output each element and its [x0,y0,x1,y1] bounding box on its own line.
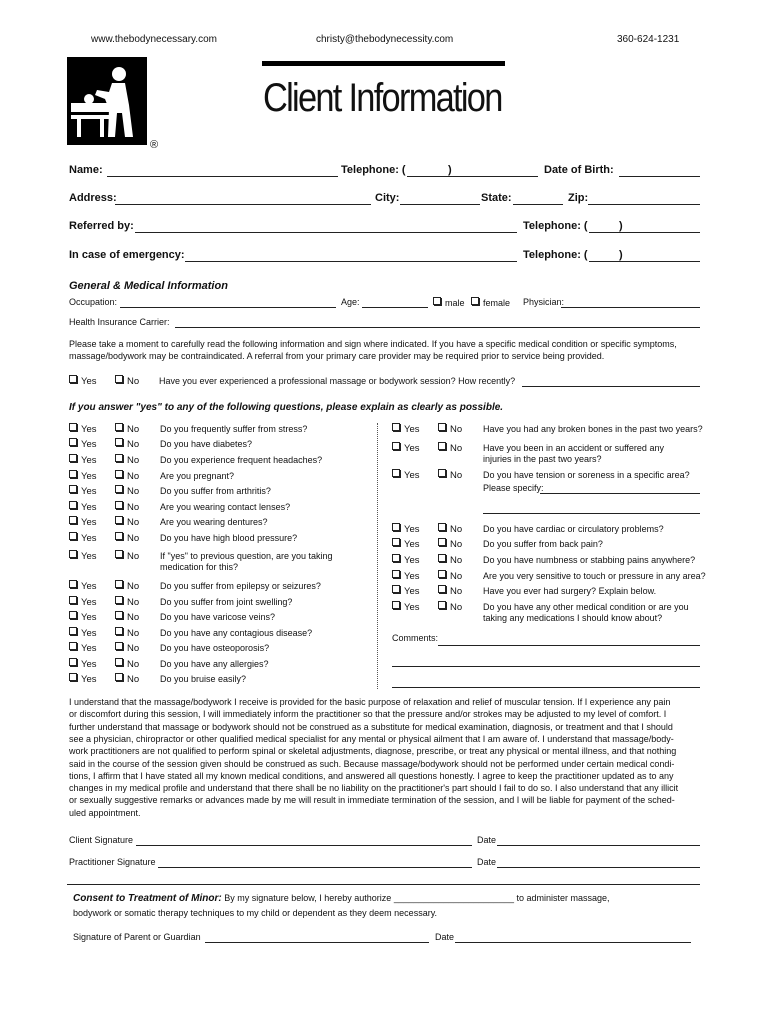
checkbox[interactable] [69,454,77,462]
yes-option[interactable]: Yes [392,442,420,454]
yes-option[interactable]: Yes [69,470,97,482]
agreement-line: I understand that the massage/bodywork I receive is provided for the basic purpose of relaxation and relief of muscular tension. If I experience any pain [69,697,671,707]
no-option[interactable]: No [115,658,139,670]
checkbox[interactable] [115,673,123,681]
checkbox[interactable] [115,532,123,540]
explain-heading: If you answer "yes" to any of the following questions, please explain as clearly as possible. [69,402,504,413]
question-text: Do you have diabetes? [160,439,253,449]
client-signature-label: Client Signature [69,835,134,845]
agreement-line: further understand that massage or bodywork should not be construed as a substitute for medical examination, diagnosis, or treatment and that I should [69,721,673,732]
agreement-line: changes in my medical profile and understand that there shall be no liability on the practitioner's part should I fail to do so. I also understand that any illicit [69,783,679,794]
yes-option[interactable]: Yes [392,538,420,550]
telephone3-paren: ) [619,249,623,261]
yes-option[interactable]: Yes [69,611,97,623]
checkbox[interactable] [438,585,446,593]
question-text: Do you have varicose veins? [160,612,276,622]
practitioner-signature-field[interactable] [158,867,472,868]
checkbox[interactable] [115,627,123,635]
referred-label: Referred by: [69,220,134,232]
general-heading: General & Medical Information [69,280,228,292]
checkbox[interactable] [69,627,77,635]
authorized-person-field[interactable]: ________________________ [393,893,514,903]
question-text: Do you have any allergies? [160,659,269,669]
checkbox[interactable] [69,673,77,681]
occupation-label: Occupation: [69,297,118,307]
yes-option[interactable]: Yes [392,523,420,535]
checkbox[interactable] [115,375,123,383]
checkbox[interactable] [69,485,77,493]
agreement-line: tions, I affirm that I have stated all my known medical conditions, and answered all questions honestly. I agree to keep the practitioner updated as to any [69,770,674,781]
yes-option[interactable]: Yes [69,580,97,592]
checkbox[interactable] [69,516,77,524]
yes-option[interactable]: Yes [392,570,420,582]
no-option[interactable]: No [115,454,139,466]
male-option[interactable]: male [433,297,465,308]
yes-option[interactable]: Yes [69,454,97,466]
parent-signature-label: Signature of Parent or Guardian [73,932,201,942]
emergency-field[interactable] [185,261,517,262]
checkbox[interactable] [69,532,77,540]
checkbox[interactable] [392,442,400,450]
checkbox[interactable] [438,570,446,578]
checkbox[interactable] [392,423,400,431]
question-text: Do you have cardiac or circulatory problems? [483,524,664,534]
question-text: Are you wearing dentures? [160,517,268,527]
checkbox[interactable] [438,538,446,546]
physician-label: Physician: [523,297,565,307]
no-option[interactable]: No [438,570,462,582]
checkbox[interactable] [392,554,400,562]
telephone-paren: ) [448,164,452,176]
checkbox[interactable] [392,601,400,609]
checkbox[interactable] [392,585,400,593]
yes-option[interactable]: Yes [392,601,420,613]
zip-field[interactable] [588,204,700,205]
consent-text: bodywork or somatic therapy techniques to my child or dependent as they deem necessary. [73,908,438,918]
name-field[interactable] [107,176,338,177]
question-text: If "yes" to previous question, are you taking [160,551,333,561]
female-checkbox[interactable] [471,297,479,305]
checkbox[interactable] [438,554,446,562]
question-text: Do you have tension or soreness in a specific area? [483,470,690,480]
address-field[interactable] [115,204,371,205]
no-option[interactable]: No [115,596,139,608]
question-text: medication for this? [160,562,239,572]
telephone-field[interactable] [407,176,538,177]
question-text: Have you had any broken bones in the past two years? [483,424,703,434]
yes-option[interactable]: Yes [69,485,97,497]
no-option[interactable]: No [115,532,139,544]
insurance-field[interactable] [175,327,700,328]
age-label: Age: [341,297,360,307]
question-text: Are you pregnant? [160,471,235,481]
checkbox[interactable] [438,601,446,609]
checkbox[interactable] [115,470,123,478]
no-option[interactable]: No [115,580,139,592]
parent-signature-field[interactable] [205,942,429,943]
telephone3-field[interactable] [589,261,700,262]
yes-option[interactable]: Yes [69,438,97,450]
checkbox[interactable] [69,470,77,478]
physician-field[interactable] [561,307,700,308]
title-bar [262,61,505,66]
date-label: Date [435,932,455,942]
yes-option[interactable]: Yes [69,673,97,685]
question-text: Do you have any other medical condition or are you [483,602,689,612]
checkbox[interactable] [69,550,77,558]
no-option[interactable]: No [438,585,462,597]
no-option[interactable]: No [115,423,139,435]
question-text: Do you have high blood pressure? [160,533,298,543]
question-text: Do you have numbness or stabbing pains anywhere? [483,555,696,565]
zip-label: Zip: [568,192,589,204]
no-option[interactable]: No [115,470,139,482]
question-text: Do you have osteoporosis? [160,643,270,653]
question-text: taking any medications I should know about? [483,613,663,623]
referred-field[interactable] [135,232,517,233]
no-option[interactable]: No [438,469,462,481]
question-text: Do you have any contagious disease? [160,628,313,638]
question-text: Are you very sensitive to touch or pressure in any area? [483,571,706,581]
city-field[interactable] [400,204,480,205]
no-option[interactable]: No [438,554,462,566]
yes-option[interactable]: Yes [392,554,420,566]
checkbox[interactable] [69,375,77,383]
checkbox[interactable] [69,438,77,446]
checkbox[interactable] [115,658,123,666]
yes-option[interactable]: Yes [392,423,420,435]
agreement-line: uled appointment. [69,807,141,818]
client-date-field[interactable] [497,845,700,846]
state-label: State: [481,192,512,204]
checkbox[interactable] [115,550,123,558]
state-field[interactable] [513,204,563,205]
checkbox[interactable] [392,538,400,546]
yes-option[interactable]: Yes [69,642,97,654]
no-option[interactable]: No [438,523,462,535]
checkbox[interactable] [115,438,123,446]
email-address[interactable]: christy@thebodynecessity.com [316,34,454,45]
no-option[interactable]: No [115,550,139,562]
yes-option[interactable]: Yes [69,501,97,513]
checkbox[interactable] [438,523,446,531]
client-signature-field[interactable] [136,845,472,846]
phone-number: 360-624-1231 [617,34,680,45]
agreement-line: said in the course of the session given should be construed as such. Because massage/bodywork should not be performed under certain medical condi- [69,758,675,769]
checkbox[interactable] [115,580,123,588]
notice-line: massage/bodywork may be contraindicated. A referral from your primary care provider may be required prior to service being provided. [69,351,605,361]
page-title: Client Information [263,76,502,120]
comments-field[interactable] [438,645,700,646]
checkbox[interactable] [115,596,123,604]
yes-option[interactable]: Yes [392,585,420,597]
no-option[interactable]: No [115,501,139,513]
checkbox[interactable] [438,469,446,477]
consent-divider [67,884,700,885]
checkbox[interactable] [115,611,123,619]
dob-label: Date of Birth: [544,164,614,176]
no-option[interactable]: No [438,423,462,435]
occupation-field[interactable] [120,307,336,308]
emergency-label: In case of emergency: [69,249,185,261]
checkbox[interactable] [115,454,123,462]
question-text: Do you experience frequent headaches? [160,455,323,465]
consent-line [73,893,610,904]
question-text: injuries in the past two years? [483,454,602,464]
yes-option[interactable]: Yes [69,596,97,608]
practitioner-date-field[interactable] [497,867,700,868]
checkbox[interactable] [392,570,400,578]
column-divider [377,423,378,689]
checkbox[interactable] [115,642,123,650]
checkbox[interactable] [69,423,77,431]
agreement-line: work practitioners are not qualified to perform spinal or skeletal adjustments, diagnose, prescribe, or treat any physical or mental illness, and that nothing [69,746,677,757]
comments-field-3[interactable] [392,687,700,688]
age-field[interactable] [362,307,428,308]
telephone2-paren: ) [619,220,623,232]
question-text: Do you suffer from arthritis? [160,486,271,496]
checkbox[interactable] [438,442,446,450]
telephone2-field[interactable] [589,232,700,233]
yes-option[interactable]: Yes [69,658,97,670]
question-text: Do you suffer from joint swelling? [160,597,293,607]
agreement-line: or discomfort during this session, I will immediately inform the practitioner so that the pressure and/or strokes may be adjusted to my level of comfort. I [69,709,667,720]
checkbox[interactable] [69,642,77,650]
checkbox[interactable] [115,501,123,509]
male-checkbox[interactable] [433,297,441,305]
checkbox[interactable] [69,658,77,666]
registered-mark: ® [150,139,159,151]
question-text: Have you been in an accident or suffered any [483,443,664,453]
telephone2-label: Telephone: ( [523,220,588,232]
no-option[interactable]: No [115,438,139,450]
prior-massage-field[interactable] [522,386,700,387]
checkbox[interactable] [69,596,77,604]
checkbox[interactable] [392,523,400,531]
checkbox[interactable] [69,580,77,588]
checkbox[interactable] [392,469,400,477]
name-label: Name: [69,164,103,176]
website-url[interactable]: www.thebodynecessary.com [91,34,217,45]
question-text: Are you wearing contact lenses? [160,502,291,512]
question-text: Please specify: [483,483,544,493]
telephone3-label: Telephone: ( [523,249,588,261]
city-label: City: [375,192,400,204]
no-option[interactable]: No [115,673,139,685]
specify-field[interactable] [540,493,700,494]
consent-text: to administer massage, [516,893,610,903]
consent-text: By my signature below, I hereby authorize [224,893,392,903]
yes-option[interactable]: Yes [69,627,97,639]
telephone-label: Telephone: ( [341,164,406,176]
comments-field-2[interactable] [392,666,700,667]
yes-option[interactable]: Yes [392,469,420,481]
date-label: Date [477,835,497,845]
no-option[interactable]: No [438,442,462,454]
address-label: Address: [69,192,117,204]
practitioner-signature-label: Practitioner Signature [69,857,156,867]
parent-date-field[interactable] [455,942,691,943]
checkbox[interactable] [69,611,77,619]
no-option[interactable]: No [438,601,462,613]
female-option[interactable]: female [471,297,510,308]
specify-field-2[interactable] [483,513,700,514]
agreement-line: or sexually suggestive remarks or advances made by me will result in immediate termination of the session, and I will be liable for payment of the sched- [69,795,675,806]
yes-option[interactable]: Yes [69,532,97,544]
yes-option[interactable]: Yes [69,375,97,387]
consent-heading: Consent to Treatment of Minor: [73,893,222,904]
question-text: Have you ever had surgery? Explain below. [483,586,657,596]
checkbox[interactable] [115,516,123,524]
yes-option[interactable]: Yes [69,516,97,528]
yes-option[interactable]: Yes [69,550,97,562]
checkbox[interactable] [115,485,123,493]
date-label: Date [477,857,497,867]
no-option[interactable]: No [115,485,139,497]
yes-option[interactable]: Yes [69,423,97,435]
comments-label: Comments: [392,633,439,643]
agreement-line: see a physician, chiropractor or other qualified medical specialist for any mental or physical ailment that I am aware of. I understand that massage/body- [69,733,674,744]
question-text: Do you bruise easily? [160,674,247,684]
question-text: Do you frequently suffer from stress? [160,424,308,434]
no-option[interactable]: No [115,611,139,623]
no-option[interactable]: No [115,642,139,654]
checkbox[interactable] [115,423,123,431]
question-text: Do you suffer from back pain? [483,539,603,549]
notice-line: Please take a moment to carefully read the following information and sign where indicated. If you have a specific medical condition or specific symptoms, [69,339,677,349]
prior-massage-question: Have you ever experienced a professional massage or bodywork session? How recently? [159,376,516,386]
no-option[interactable]: No [115,516,139,528]
no-option[interactable]: No [438,538,462,550]
checkbox[interactable] [69,501,77,509]
question-text: Do you suffer from epilepsy or seizures? [160,581,321,591]
checkbox[interactable] [438,423,446,431]
no-option[interactable]: No [115,375,139,387]
no-option[interactable]: No [115,627,139,639]
massage-therapist-icon [67,57,147,145]
dob-field[interactable] [619,176,700,177]
insurance-label: Health Insurance Carrier: [69,317,170,327]
